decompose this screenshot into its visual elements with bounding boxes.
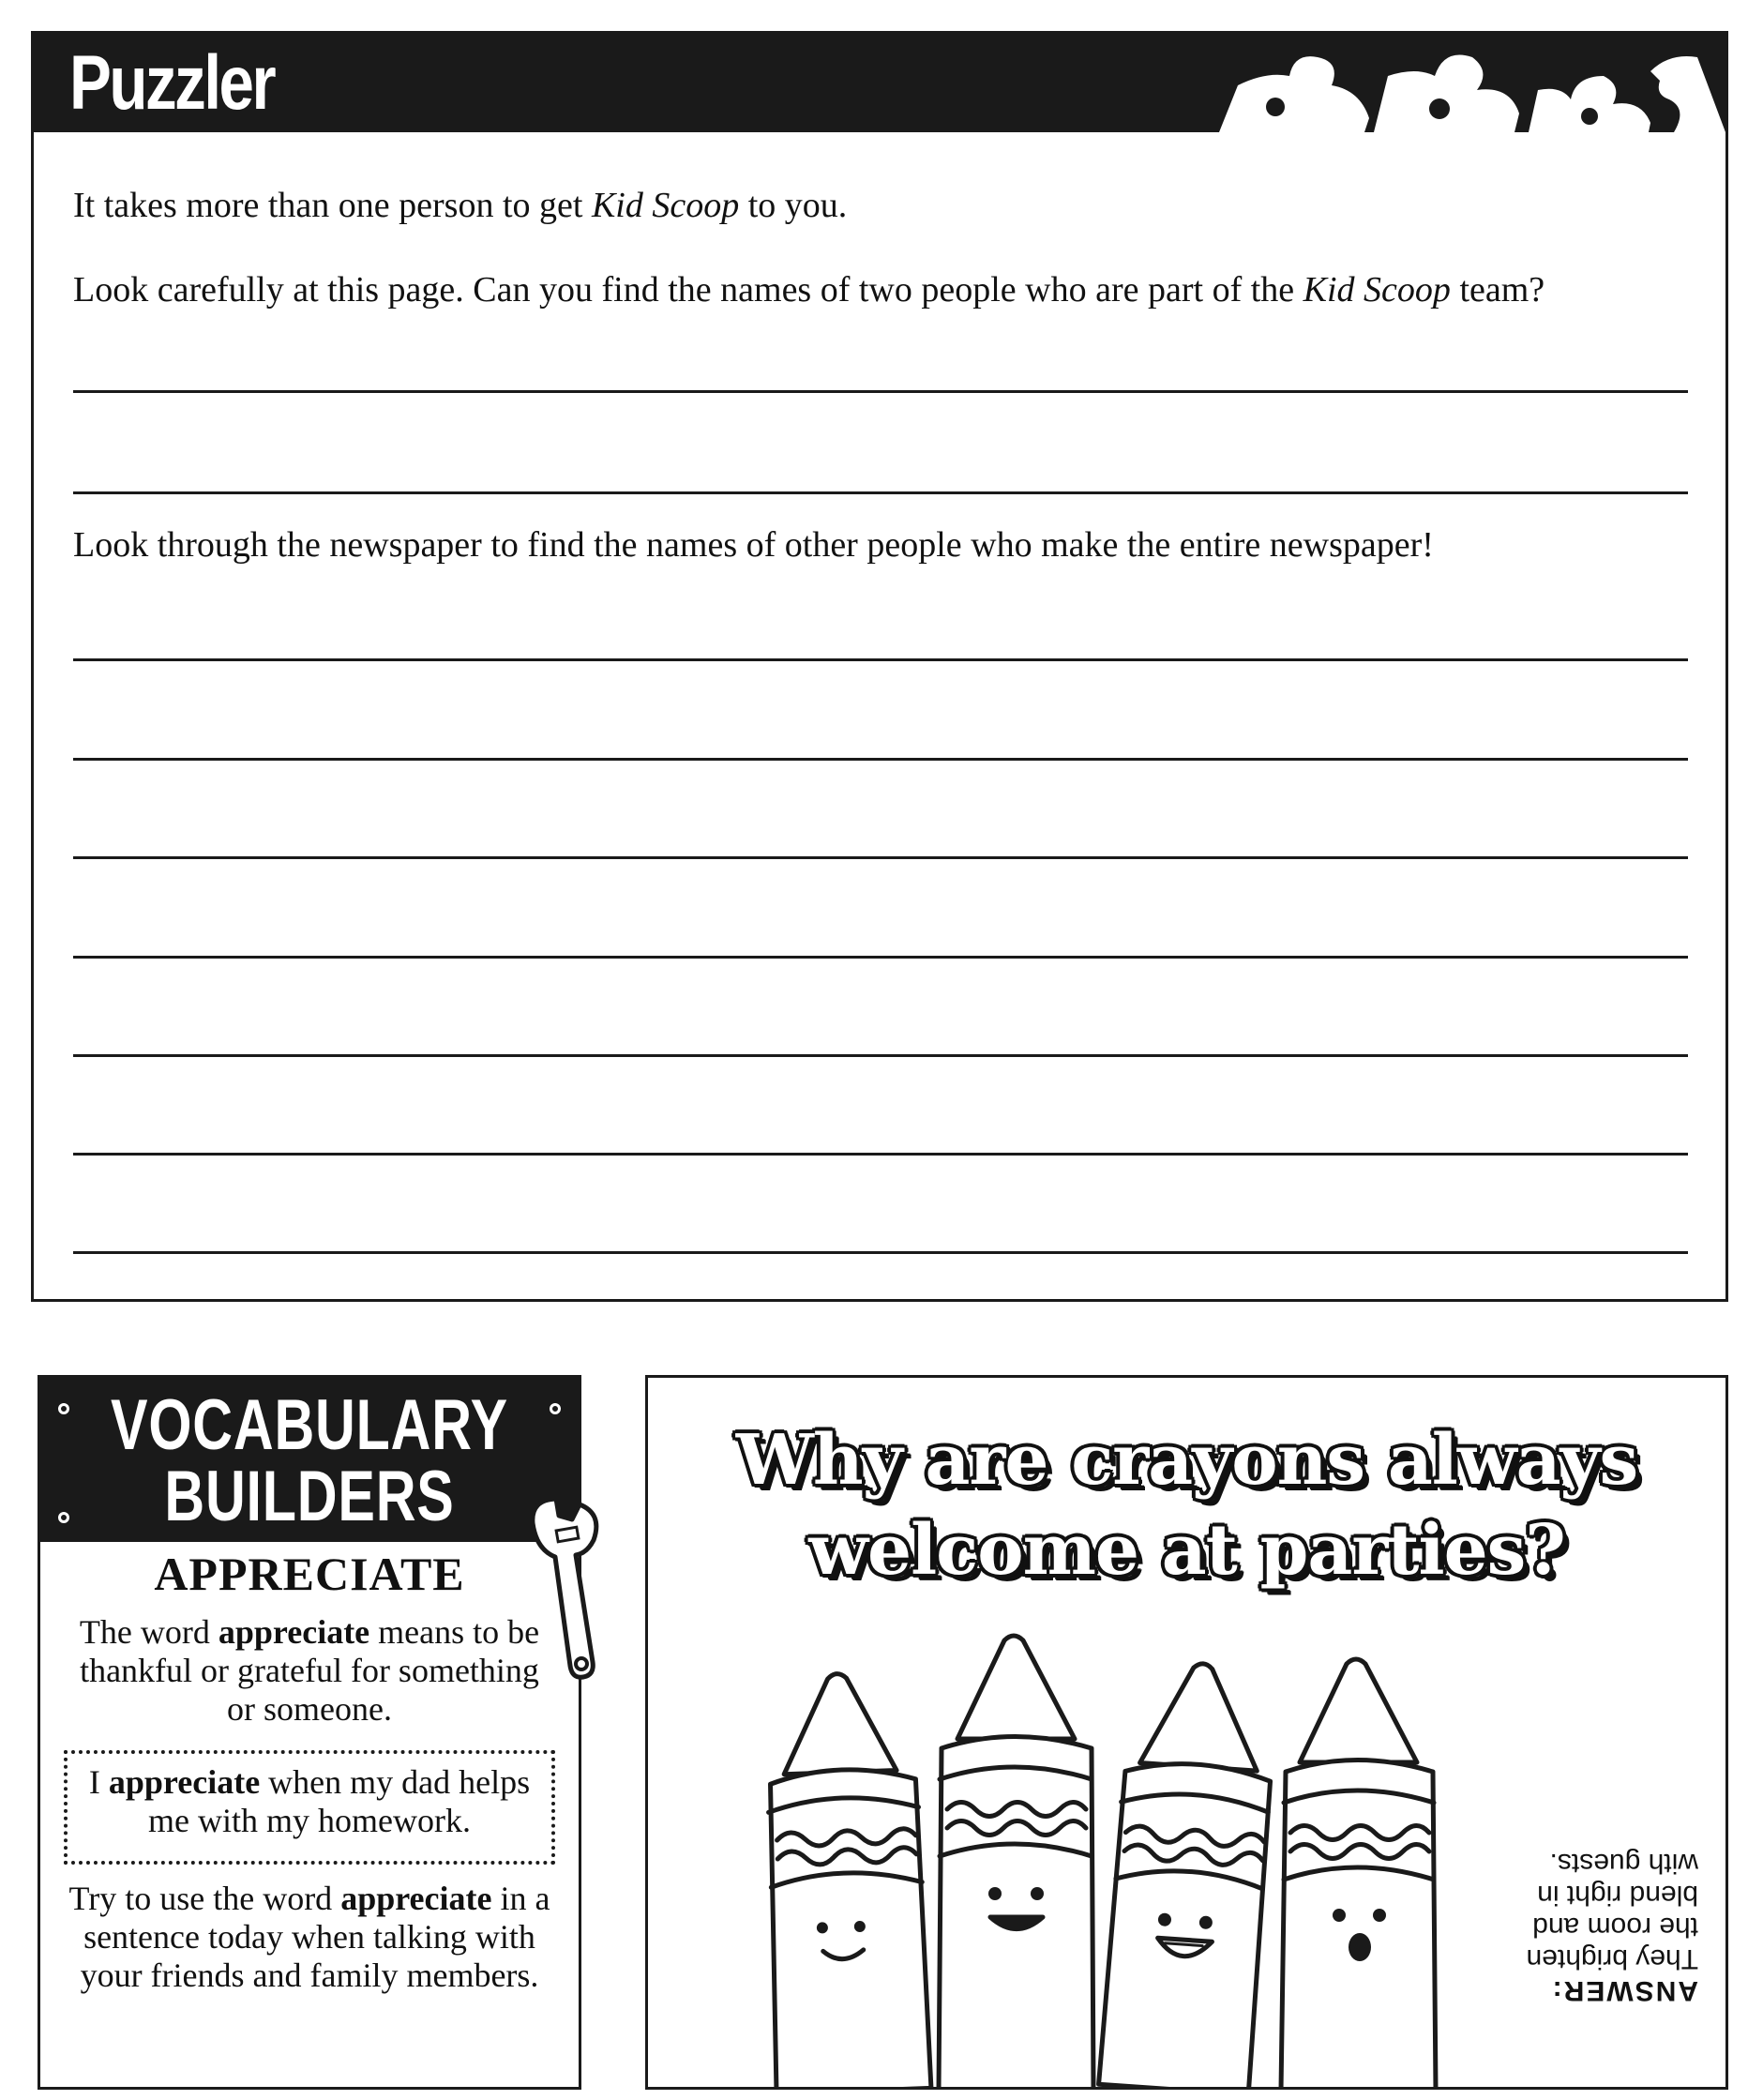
vocabulary-activity: Try to use the word appreciate in a sentence today when talking with your friends and family members. xyxy=(68,1880,550,1994)
answer-line[interactable] xyxy=(73,758,1688,761)
vocabulary-definition: The word appreciate means to be thankful or grateful for something or someone. xyxy=(79,1613,540,1728)
vocabulary-builders-section xyxy=(38,1375,581,2090)
answer-line[interactable] xyxy=(73,658,1688,661)
answer-line[interactable] xyxy=(73,390,1688,393)
crayons-illustration xyxy=(761,1612,1445,2090)
vocabulary-word: APPRECIATE xyxy=(154,1548,465,1600)
bolt-icon xyxy=(58,1403,69,1414)
riddle-question xyxy=(648,1415,1725,1595)
riddle-question-line-2: welcome at parties? xyxy=(808,1510,1565,1591)
puzzler-title: Puzzler xyxy=(69,40,275,126)
crayon-icon xyxy=(762,1671,931,2090)
bolt-icon xyxy=(550,1403,561,1414)
answer-line[interactable] xyxy=(73,1251,1688,1254)
vocabulary-title: VOCABULARY xyxy=(111,1385,508,1465)
vocabulary-header xyxy=(38,1375,581,1542)
riddle-answer xyxy=(1511,1847,1698,2006)
puzzler-line-2: Look carefully at this page. Can you find the names of two people who are part of the Kid Scoop team? xyxy=(73,270,1545,310)
answer-line[interactable] xyxy=(73,856,1688,859)
puzzle-pieces-icon xyxy=(1200,34,1725,132)
puzzler-section xyxy=(31,31,1728,1302)
bolt-icon xyxy=(58,1512,69,1523)
builders-title: BUILDERS xyxy=(164,1457,455,1536)
answer-line[interactable] xyxy=(73,1153,1688,1156)
puzzler-line-1: It takes more than one person to get Kid Scoop to you. xyxy=(73,186,848,225)
puzzler-header xyxy=(34,34,1725,132)
vocabulary-example: I appreciate when my dad helps me with my homework. xyxy=(88,1763,531,1839)
crayon-icon xyxy=(1281,1659,1436,2090)
answer-line[interactable] xyxy=(73,956,1688,959)
answer-line[interactable] xyxy=(73,491,1688,494)
crayon-icon xyxy=(1099,1658,1278,2090)
answer-label: ANSWER: xyxy=(1550,1975,1698,2006)
puzzler-line-3: Look through the newspaper to find the names of other people who make the entire newspaper! xyxy=(73,525,1434,565)
answer-line[interactable] xyxy=(73,1054,1688,1057)
crayon-icon xyxy=(939,1636,1093,2090)
riddle-question-line-1: Why are crayons always xyxy=(735,1420,1638,1501)
answer-text: They brighten the room and blend right in with guests. xyxy=(1526,1848,1698,1974)
riddle-section xyxy=(645,1375,1728,2090)
